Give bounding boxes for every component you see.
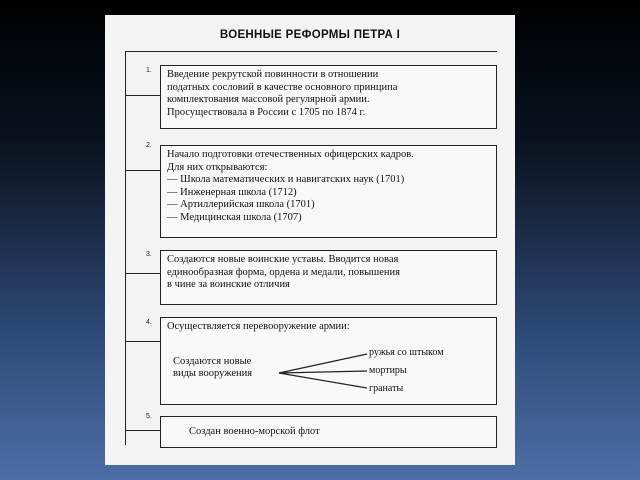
- reform-4-number: 4.: [146, 319, 152, 326]
- reform-5-number: 5.: [146, 413, 152, 420]
- diagram-title: ВОЕННЫЕ РЕФОРМЫ ПЕТРА I: [219, 29, 401, 41]
- reform-3-branch: [125, 273, 160, 274]
- reform-3-line: единообразная форма, ордена и медали, повышения: [167, 266, 400, 278]
- reform-4-branch: [125, 341, 160, 342]
- reform-5-box: [160, 416, 497, 448]
- reform-1-line: комплектования массовой регулярной армии.: [167, 94, 370, 105]
- reform-3-number: 3.: [146, 251, 152, 258]
- weapon-item: мортиры: [369, 365, 407, 376]
- reform-5-branch: [125, 430, 160, 431]
- reform-2-line: — Артиллерийская школа (1701): [167, 199, 315, 210]
- reform-2-line: Начало подготовки отечественных офицерских кадров.: [167, 149, 414, 160]
- new-weapons-line: виды вооружения: [173, 368, 253, 379]
- reform-3-line: в чине за воинские отличия: [167, 279, 290, 290]
- reform-2-line: Для них открываются:: [167, 161, 268, 173]
- reform-1-number: 1.: [146, 67, 152, 74]
- reform-1-line: Введение рекрутской повинности в отношении: [167, 69, 379, 80]
- reform-2-branch: [125, 170, 160, 171]
- reform-2-line: — Инженерная школа (1712): [167, 186, 297, 198]
- reform-1-line: Просуществовала в России с 1705 по 1874 г.: [167, 106, 366, 118]
- weapon-item: гранаты: [369, 383, 404, 394]
- reform-4-heading: Осуществляется перевооружение армии:: [167, 321, 350, 332]
- reform-1-box: [160, 65, 497, 129]
- weapon-item: ружья со штыком: [369, 347, 444, 358]
- reform-1-line: податных сословий в качестве основного принципа: [167, 81, 398, 93]
- connector-top: [125, 51, 497, 52]
- reform-1-branch: [125, 95, 160, 96]
- reform-2-line: — Школа математических и навигатских наук (1701): [167, 174, 405, 185]
- reform-2-number: 2.: [146, 142, 152, 149]
- reform-2-line: — Медицинская школа (1707): [167, 211, 302, 223]
- connector-spine: [125, 51, 126, 445]
- reforms-diagram: [105, 15, 515, 465]
- reform-3-line: Создаются новые воинские уставы. Вводится новая: [167, 254, 399, 265]
- reform-3-box: [160, 250, 497, 305]
- new-weapons-line: Создаются новые: [173, 356, 252, 367]
- weapons-fan-lines: [161, 318, 498, 406]
- reform-2-box: [160, 145, 497, 238]
- reform-4-box: [160, 317, 497, 405]
- reform-5-line: Создан военно-морской флот: [189, 426, 320, 437]
